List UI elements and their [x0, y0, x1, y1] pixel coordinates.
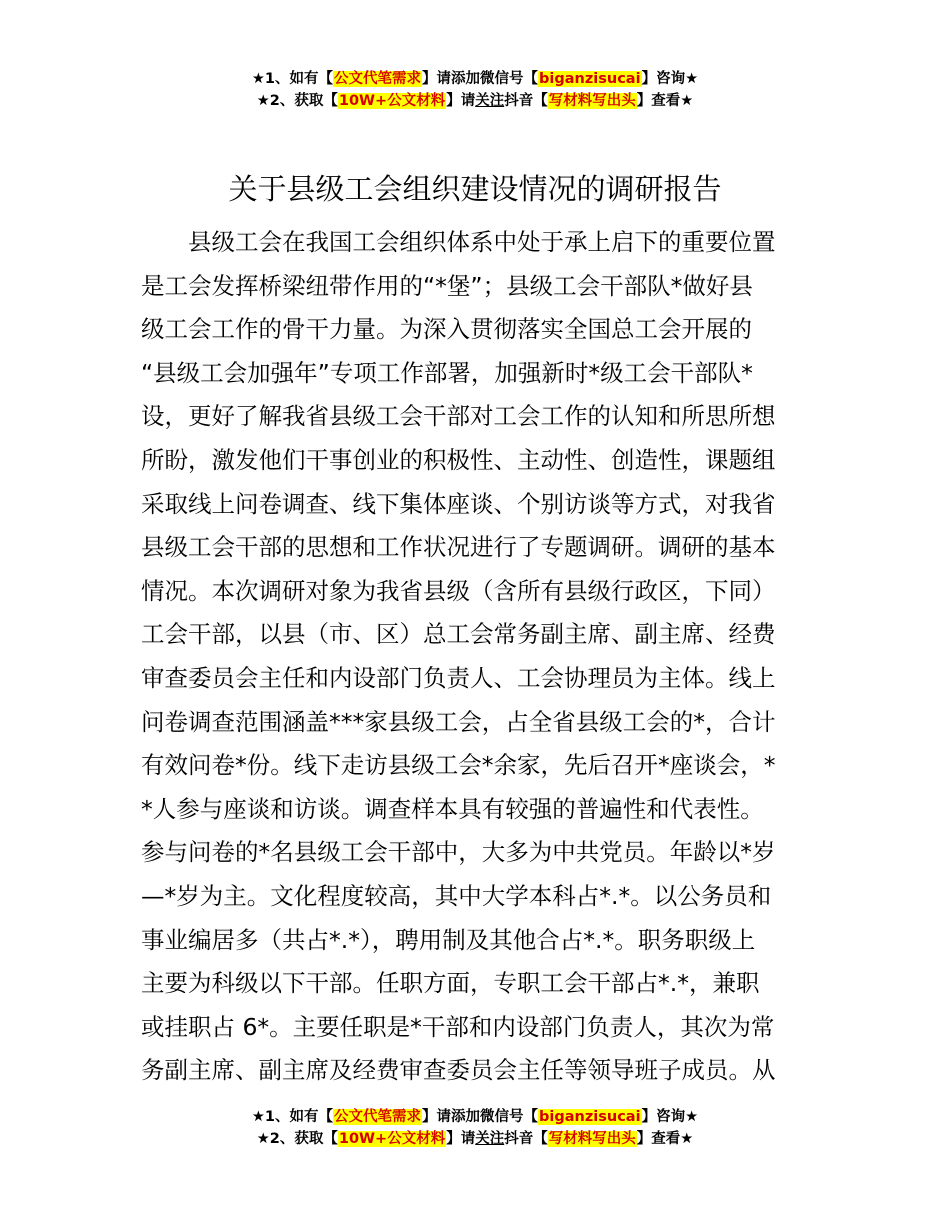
banner-text: ★2、获取【: [256, 1131, 338, 1147]
banner-highlight: 10W+公文材料: [338, 1131, 446, 1147]
banner-underlined-text: 关注: [475, 93, 505, 109]
body-line: 问卷调查范围涵盖***家县级工会，占全省县级工会的*，合计: [141, 707, 776, 736]
body-line: 参与问卷的*名县级工会干部中，大多为中共党员。年龄以*岁: [141, 838, 776, 867]
body-line: —*岁为主。文化程度较高，其中大学本科占*.*。以公务员和: [141, 881, 772, 910]
banner-text: 】请添加微信号【: [422, 1109, 539, 1125]
body-line: 是工会发挥桥梁纽带作用的“*堡”；县级工会干部队*做好县: [141, 271, 753, 300]
banner-line-2: [0, 1128, 950, 1150]
banner-line-1: [0, 1106, 950, 1128]
banner-highlight-wechat-id: biganzisucai: [539, 71, 641, 87]
body-line: 所盼，激发他们干事创业的积极性、主动性、创造性，课题组: [141, 445, 776, 474]
banner-text: 抖音【: [504, 1131, 548, 1147]
banner-text: 抖音【: [504, 93, 548, 109]
header-banner: [0, 68, 950, 112]
body-line: 县级工会在我国工会组织体系中处于承上启下的重要位置: [141, 228, 776, 256]
banner-text: ★2、获取【: [256, 93, 338, 109]
banner-text: 】请: [446, 1131, 476, 1147]
banner-text: ★1、如有【: [251, 71, 334, 87]
body-line: 设，更好了解我省县级工会干部对工会工作的认知和所思所想: [141, 402, 776, 431]
body-line: 采取线上问卷调查、线下集体座谈、个别访谈等方式，对我省: [141, 489, 776, 518]
banner-text: 】请添加微信号【: [422, 71, 539, 87]
body-line: 事业编居多（共占*.*），聘用制及其他合占*.*。职务职级上: [141, 925, 756, 954]
banner-line-1: [0, 68, 950, 90]
banner-text: 】查看★: [636, 93, 694, 109]
banner-highlight: 公文代笔需求: [334, 1109, 422, 1125]
banner-highlight-wechat-id: biganzisucai: [539, 1109, 641, 1125]
body-line: *人参与座谈和访谈。调查样本具有较强的普遍性和代表性。: [141, 794, 764, 823]
body-line: 工会干部，以县（市、区）总工会常务副主席、副主席、经费: [141, 620, 776, 649]
body-line: 县级工会干部的思想和工作状况进行了专题调研。调研的基本: [141, 533, 776, 562]
body-line: 有效问卷*份。线下走访县级工会*余家，先后召开*座谈会，*: [141, 751, 776, 780]
banner-underlined-text: 关注: [475, 1131, 505, 1147]
banner-line-2: [0, 90, 950, 112]
body-line: 务副主席、副主席及经费审查委员会主任等领导班子成员。从: [141, 1056, 776, 1085]
body-line: “县级工会加强年”专项工作部署，加强新时*级工会干部队*: [141, 358, 753, 387]
document-body: [141, 221, 813, 1093]
banner-highlight: 公文代笔需求: [334, 71, 422, 87]
banner-text: 】查看★: [636, 1131, 694, 1147]
banner-text: 】咨询★: [641, 71, 699, 87]
body-line: 或挂职占 6*。主要任职是*干部和内设部门负责人，其次为常: [141, 1012, 775, 1041]
footer-banner: [0, 1106, 950, 1150]
document-title: 关于县级工会组织建设情况的调研报告: [228, 172, 722, 206]
banner-text: ★1、如有【: [251, 1109, 334, 1125]
body-line: 情况。本次调研对象为我省县级（含所有县级行政区，下同）: [141, 576, 776, 605]
body-line: 主要为科级以下干部。任职方面，专职工会干部占*.*，兼职: [141, 969, 760, 998]
banner-highlight: 写材料写出头: [548, 1131, 636, 1147]
banner-text: 】请: [446, 93, 476, 109]
banner-highlight: 写材料写出头: [548, 93, 636, 109]
body-line: 级工会工作的骨干力量。为深入贯彻落实全国总工会开展的: [141, 315, 752, 344]
body-line: 审查委员会主任和内设部门负责人、工会协理员为主体。线上: [141, 663, 776, 692]
banner-highlight: 10W+公文材料: [338, 93, 446, 109]
banner-text: 】咨询★: [641, 1109, 699, 1125]
